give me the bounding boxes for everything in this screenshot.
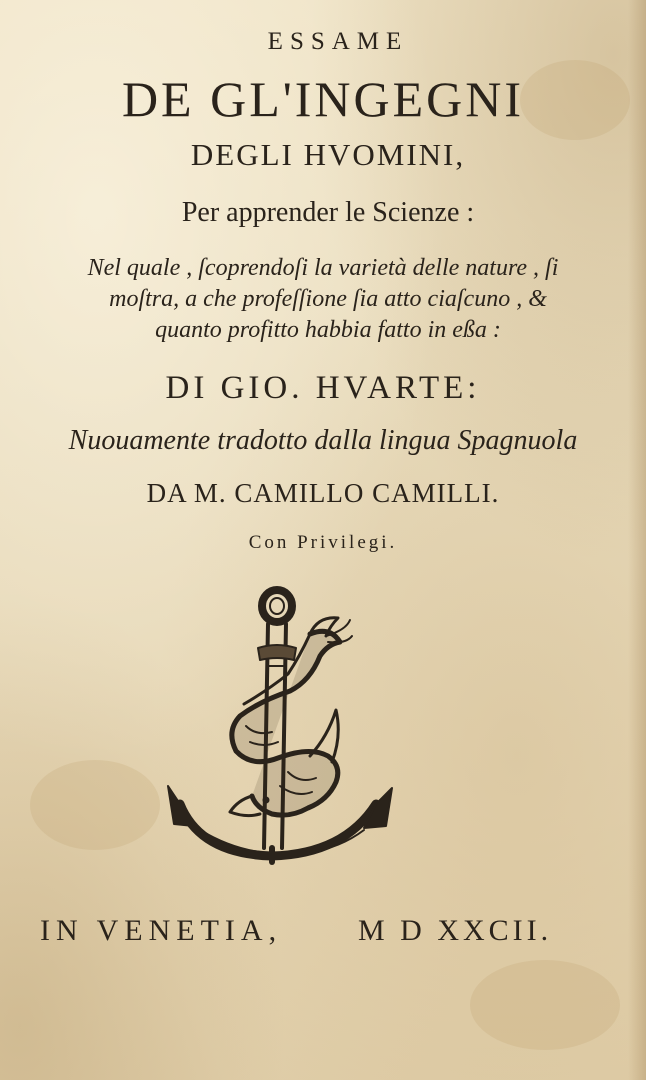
paper-stain — [30, 760, 160, 850]
description-line-2: moſtra, a che profeſſione ſia atto ciaſcuno , & — [109, 286, 547, 312]
title-line-scienze: Per apprender le Scienze : — [181, 197, 475, 228]
title-line-huomini: DEGLI HVOMINI, — [190, 137, 466, 172]
title-line-essame: ESSAME — [267, 28, 409, 55]
author-line: DI GIO. HVARTE: — [165, 370, 481, 406]
anchor-dolphin-device-icon — [160, 586, 400, 886]
privilege-line: Con Privilegi. — [248, 532, 398, 553]
paper-stain — [470, 960, 620, 1050]
title-line-ingegni: DE GL'INGEGNI — [121, 71, 525, 127]
imprint-place: IN VENETIA, — [40, 914, 283, 947]
translator-line: DA M. CAMILLO CAMILLI. — [146, 478, 500, 508]
imprint-year: M D XXCII. — [358, 914, 553, 947]
description-line-1: Nel quale , ſcoprendoſi la varietà delle nature , ſi — [87, 255, 559, 281]
translation-note: Nuouamente tradotto dalla lingua Spagnuola — [68, 425, 578, 456]
description-line-3: quanto profitto habbia fatto in eßa : — [155, 317, 501, 343]
